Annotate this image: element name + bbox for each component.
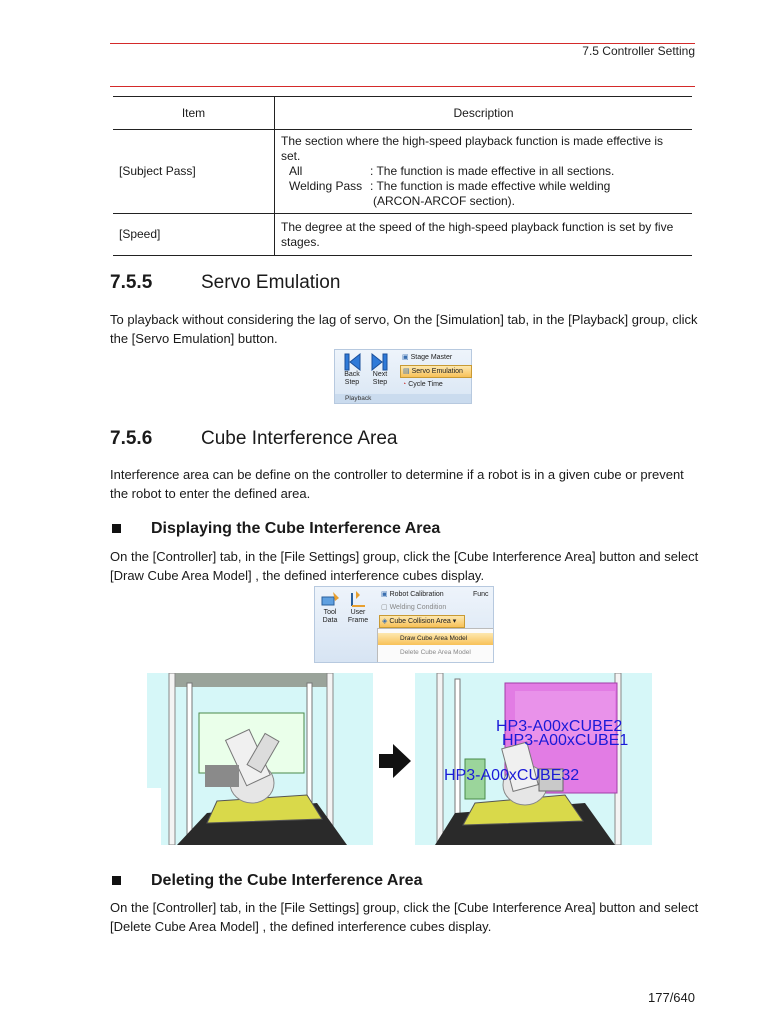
cube-label: HP3-A00xCUBE2 <box>496 718 623 735</box>
page-number: 177/640 <box>648 990 695 1005</box>
cube-label: HP3-A00xCUBE32 <box>444 767 580 784</box>
table-header-row <box>113 97 692 130</box>
cube-area-dropdown <box>377 628 494 663</box>
servo-emulation-icon: ▤ <box>403 368 410 375</box>
next-step-button[interactable]: Next Step <box>367 353 393 387</box>
scene-before-image <box>147 673 373 845</box>
displaying-paragraph: On the [Controller] tab, in the [File Settings] group, click the [Cube Interference Area] button and select [Draw Cube Area Model] , the defined interference cubes display. <box>110 549 699 583</box>
tool-data-icon <box>319 589 341 609</box>
subheading-displaying: Displaying the Cube Interference Area <box>110 520 440 538</box>
func-button[interactable]: Func <box>473 591 489 598</box>
option-welding-pass-cont: (ARCON-ARCOF section). <box>373 194 516 208</box>
item-cell: [Subject Pass] <box>113 130 275 214</box>
ribbon-controller-menu <box>314 586 494 663</box>
column-header-description: Description <box>275 97 693 130</box>
welding-condition-button[interactable]: ▢ Welding Condition <box>381 604 447 611</box>
robot-calibration-button[interactable]: ▣ Robot Calibration <box>381 591 444 598</box>
stage-master-button[interactable]: ▣ Stage Master <box>402 354 453 361</box>
servo-emulation-button[interactable]: ▤ Servo Emulation <box>400 365 472 378</box>
running-header: 7.5 Controller Setting <box>582 44 695 58</box>
user-frame-icon <box>347 589 369 609</box>
ribbon-playback-group <box>334 349 472 404</box>
robot-calibration-icon: ▣ <box>381 591 388 598</box>
draw-cube-area-model-item[interactable]: Draw Cube Area Model <box>378 633 494 645</box>
bullet-square-icon <box>112 524 121 533</box>
tool-data-button[interactable]: Tool Data <box>317 589 343 625</box>
cube-interference-paragraph: Interference area can be define on the controller to determine if a robot is in a given cube or prevent the robot to enter the defined area. <box>110 467 684 501</box>
description-text: The section where the high-speed playback function is made effective is set. <box>281 134 663 163</box>
ribbon-group-label: Playback <box>335 394 471 403</box>
welding-condition-icon: ▢ <box>381 604 388 611</box>
description-cell <box>275 130 693 214</box>
cube-collision-icon: ◈ <box>382 618 388 625</box>
next-step-icon <box>370 353 390 371</box>
table-row <box>113 214 692 256</box>
robot-cell-illustration <box>147 673 373 845</box>
robot-cell-with-cubes-illustration <box>415 673 652 845</box>
cycle-time-button[interactable]: ◔ Cycle Time <box>402 381 443 388</box>
subheading-deleting: Deleting the Cube Interference Area <box>110 872 422 890</box>
section-heading-servo-emulation: 7.5.5 Servo Emulation <box>110 272 341 293</box>
item-cell: [Speed] <box>113 214 275 256</box>
chevron-down-icon: ▾ <box>452 618 457 625</box>
back-step-icon <box>342 353 362 371</box>
option-welding-pass: Welding Pass : The function is made effective while welding <box>289 179 611 193</box>
cube-label: HP3-A00xCUBE1 <box>502 732 629 749</box>
option-all: All : The function is made effective in all sections. <box>289 164 615 178</box>
column-header-item: Item <box>113 97 275 130</box>
header-rule-bottom <box>110 86 695 87</box>
arrow-right-icon <box>379 744 411 778</box>
settings-table <box>113 96 692 256</box>
description-cell: The degree at the speed of the high-speed playback function is set by five stages. <box>275 214 693 256</box>
deleting-paragraph: On the [Controller] tab, in the [File Settings] group, click the [Cube Interference Area] button and select [Delete Cube Area Model] , the defined interference cubes display. <box>110 900 699 934</box>
cycle-time-icon: ◔ <box>402 381 407 388</box>
scene-after-image <box>415 673 652 845</box>
back-step-button[interactable]: Back Step <box>339 353 365 387</box>
delete-cube-area-model-item[interactable]: Delete Cube Area Model <box>400 649 471 656</box>
stage-master-icon: ▣ <box>402 354 409 361</box>
table-row <box>113 130 692 214</box>
user-frame-button[interactable]: User Frame <box>345 589 371 625</box>
bullet-square-icon <box>112 876 121 885</box>
section-heading-cube-interference: 7.5.6 Cube Interference Area <box>110 428 398 449</box>
servo-emulation-paragraph: To playback without considering the lag of servo, On the [Simulation] tab, in the [Playback] group, click the [Servo Emulation] button. <box>110 312 698 346</box>
cube-collision-area-button[interactable]: ◈ Cube Collision Area ▾ <box>379 615 465 628</box>
